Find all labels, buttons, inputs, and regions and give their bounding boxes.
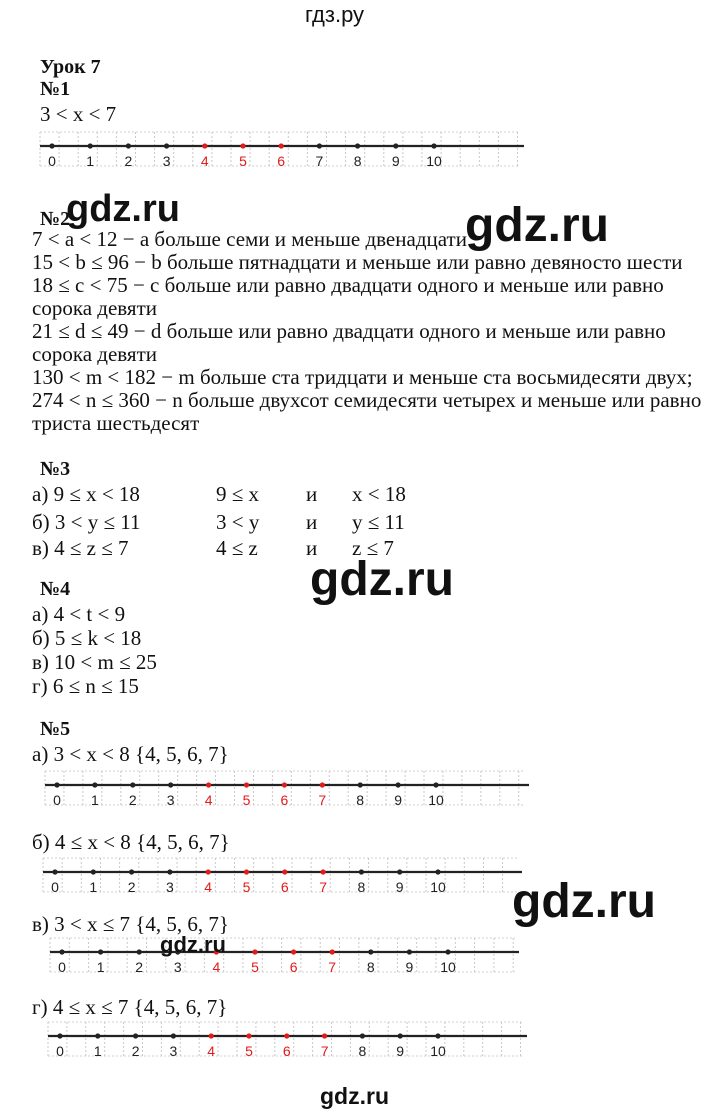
tick-label-10: 10 — [430, 879, 446, 895]
point-4 — [209, 1033, 214, 1038]
tick-label-4: 4 — [204, 879, 213, 895]
tick-label-8: 8 — [358, 1043, 367, 1059]
point-9 — [396, 782, 401, 787]
tick-label-1: 1 — [86, 153, 95, 169]
number-line-ex5d — [0, 1018, 720, 1068]
tick-label-1: 1 — [96, 959, 105, 975]
tick-label-0: 0 — [53, 792, 61, 808]
ex2-line: 7 < a < 12 − a больше семи и меньше двенадцати — [32, 227, 467, 251]
point-4 — [206, 782, 211, 787]
tick-label-3: 3 — [169, 1043, 178, 1059]
tick-label-5: 5 — [251, 959, 259, 975]
tick-label-9: 9 — [391, 153, 400, 169]
ex2-line: сорока девяти — [32, 342, 157, 366]
ex4-line: г) 6 ≤ n ≤ 15 — [32, 674, 139, 698]
tick-label-4: 4 — [207, 1043, 216, 1059]
point-5 — [244, 869, 249, 874]
tick-label-9: 9 — [394, 792, 402, 808]
point-0 — [49, 143, 54, 148]
point-7 — [321, 869, 326, 874]
tick-label-9: 9 — [395, 879, 404, 895]
point-4 — [202, 143, 207, 148]
point-4 — [206, 869, 211, 874]
point-1 — [92, 782, 97, 787]
ex2-line: 18 ≤ c < 75 − c больше или равно двадцати одного и меньше или равно — [32, 273, 664, 297]
tick-label-10: 10 — [430, 1043, 446, 1059]
tick-label-2: 2 — [135, 959, 144, 975]
ex5-item-c: в) 3 < x ≤ 7 {4, 5, 6, 7} — [32, 912, 229, 936]
ex3-right: x < 18 — [352, 482, 406, 506]
tick-label-7: 7 — [315, 153, 324, 169]
tick-label-0: 0 — [51, 879, 59, 895]
point-10 — [431, 143, 436, 148]
ex3-right: y ≤ 11 — [352, 510, 405, 534]
tick-label-3: 3 — [162, 153, 171, 169]
watermark: gdz.ru — [310, 553, 454, 606]
tick-label-2: 2 — [124, 153, 133, 169]
ex2-line: 130 < m < 182 − m больше ста тридцати и меньше ста восьмидесяти двух; — [32, 365, 693, 389]
tick-label-2: 2 — [128, 792, 137, 808]
point-6 — [291, 949, 296, 954]
point-8 — [355, 143, 360, 148]
watermark: gdz.ru — [66, 188, 180, 230]
ex3-conj: и — [306, 482, 318, 506]
point-2 — [126, 143, 131, 148]
point-7 — [320, 782, 325, 787]
ex3-full: в) 4 ≤ z ≤ 7 — [32, 536, 129, 560]
tick-label-1: 1 — [93, 1043, 102, 1059]
point-9 — [398, 1033, 403, 1038]
point-10 — [435, 869, 440, 874]
tick-label-3: 3 — [166, 879, 174, 895]
tick-label-9: 9 — [405, 959, 414, 975]
tick-label-5: 5 — [242, 879, 251, 895]
tick-label-4: 4 — [204, 792, 213, 808]
point-10 — [433, 782, 438, 787]
point-0 — [54, 782, 59, 787]
point-5 — [252, 949, 257, 954]
ex1-label: №1 — [40, 78, 71, 100]
point-0 — [57, 1033, 62, 1038]
tick-label-8: 8 — [353, 153, 362, 169]
point-10 — [445, 949, 450, 954]
ex2-line: 21 ≤ d ≤ 49 − d больше или равно двадцати одного и меньше или равно — [32, 319, 666, 343]
point-10 — [435, 1033, 440, 1038]
point-2 — [129, 869, 134, 874]
tick-label-6: 6 — [282, 1043, 291, 1059]
point-9 — [397, 869, 402, 874]
point-3 — [168, 782, 173, 787]
ex3-left: 3 < y — [216, 510, 260, 534]
point-2 — [133, 1033, 138, 1038]
point-3 — [171, 1033, 176, 1038]
point-8 — [358, 782, 363, 787]
tick-label-6: 6 — [280, 792, 289, 808]
tick-label-3: 3 — [173, 959, 182, 975]
tick-label-0: 0 — [56, 1043, 64, 1059]
tick-label-3: 3 — [166, 792, 175, 808]
tick-label-4: 4 — [212, 959, 221, 975]
ex5-item-b: б) 4 ≤ x < 8 {4, 5, 6, 7} — [32, 830, 230, 854]
point-8 — [368, 949, 373, 954]
tick-label-6: 6 — [277, 153, 286, 169]
ex4-line: в) 10 < m ≤ 25 — [32, 650, 157, 674]
ex2-label: №2 — [40, 208, 71, 230]
watermark: gdz.ru — [512, 875, 656, 928]
tick-label-10: 10 — [428, 792, 444, 808]
ex2-line: сорока девяти — [32, 296, 157, 320]
ex2-line: 274 < n ≤ 360 − n больше двухсот семидесяти четырех и меньше или равно — [32, 388, 702, 412]
ex5-label: №5 — [40, 718, 71, 740]
tick-label-1: 1 — [91, 792, 99, 808]
ex3-full: а) 9 ≤ x < 18 — [32, 482, 140, 506]
watermark: gdz.ru — [465, 199, 609, 252]
tick-label-8: 8 — [356, 792, 365, 808]
tick-label-5: 5 — [239, 153, 247, 169]
ex2-line: триста шестьдесят — [32, 411, 200, 435]
tick-label-1: 1 — [89, 879, 98, 895]
point-6 — [282, 869, 287, 874]
point-9 — [393, 143, 398, 148]
ex4-label: №4 — [40, 578, 71, 600]
point-7 — [322, 1033, 327, 1038]
tick-label-0: 0 — [58, 959, 66, 975]
number-line-ex1 — [0, 128, 720, 178]
ex3-label: №3 — [40, 458, 71, 480]
point-1 — [91, 869, 96, 874]
point-6 — [282, 782, 287, 787]
point-2 — [137, 949, 142, 954]
ex3-full: б) 3 < y ≤ 11 — [32, 510, 141, 534]
point-3 — [167, 869, 172, 874]
tick-label-8: 8 — [366, 959, 375, 975]
ex3-left: 4 ≤ z — [216, 536, 258, 560]
ex3-conj: и — [306, 536, 318, 560]
tick-label-0: 0 — [48, 153, 56, 169]
point-1 — [95, 1033, 100, 1038]
point-1 — [98, 949, 103, 954]
ex5-item-d: г) 4 ≤ x ≤ 7 {4, 5, 6, 7} — [32, 995, 228, 1019]
tick-label-7: 7 — [319, 879, 327, 895]
ex3-conj: и — [306, 510, 318, 534]
lesson-title: Урок 7 — [40, 56, 101, 78]
ex3-left: 9 ≤ x — [216, 482, 260, 506]
site-header: гдз.ру — [305, 2, 365, 27]
tick-label-4: 4 — [200, 153, 209, 169]
point-7 — [330, 949, 335, 954]
point-8 — [359, 869, 364, 874]
ex5-item-a: а) 3 < x < 8 {4, 5, 6, 7} — [32, 742, 229, 766]
point-7 — [317, 143, 322, 148]
point-6 — [279, 143, 284, 148]
point-5 — [244, 782, 249, 787]
number-line-ex5a — [0, 767, 720, 817]
tick-label-2: 2 — [131, 1043, 140, 1059]
ex2-line: 15 < b ≤ 96 − b больше пятнадцати и меньше или равно девяносто шести — [32, 250, 683, 274]
tick-label-6: 6 — [289, 959, 298, 975]
point-5 — [240, 143, 245, 148]
tick-label-7: 7 — [328, 959, 337, 975]
point-6 — [284, 1033, 289, 1038]
tick-label-6: 6 — [280, 879, 289, 895]
tick-label-9: 9 — [396, 1043, 405, 1059]
tick-label-10: 10 — [440, 959, 456, 975]
point-8 — [360, 1033, 365, 1038]
tick-label-10: 10 — [426, 153, 442, 169]
point-9 — [407, 949, 412, 954]
point-3 — [164, 143, 169, 148]
point-1 — [88, 143, 93, 148]
tick-label-7: 7 — [318, 792, 327, 808]
footer-watermark: gdz.ru — [320, 1083, 389, 1109]
tick-label-5: 5 — [245, 1043, 253, 1059]
tick-label-2: 2 — [127, 879, 136, 895]
point-5 — [246, 1033, 251, 1038]
ex4-line: а) 4 < t < 9 — [32, 602, 126, 626]
ex1-statement: 3 < x < 7 — [40, 102, 117, 126]
point-2 — [130, 782, 135, 787]
tick-label-5: 5 — [242, 792, 251, 808]
tick-label-7: 7 — [320, 1043, 329, 1059]
point-0 — [59, 949, 64, 954]
number-line-ex5c — [0, 934, 720, 984]
watermark: gdz.ru — [160, 932, 226, 957]
point-0 — [52, 869, 57, 874]
tick-label-8: 8 — [357, 879, 366, 895]
ex4-line: б) 5 ≤ k < 18 — [32, 626, 142, 650]
ex3-right: z ≤ 7 — [352, 536, 394, 560]
